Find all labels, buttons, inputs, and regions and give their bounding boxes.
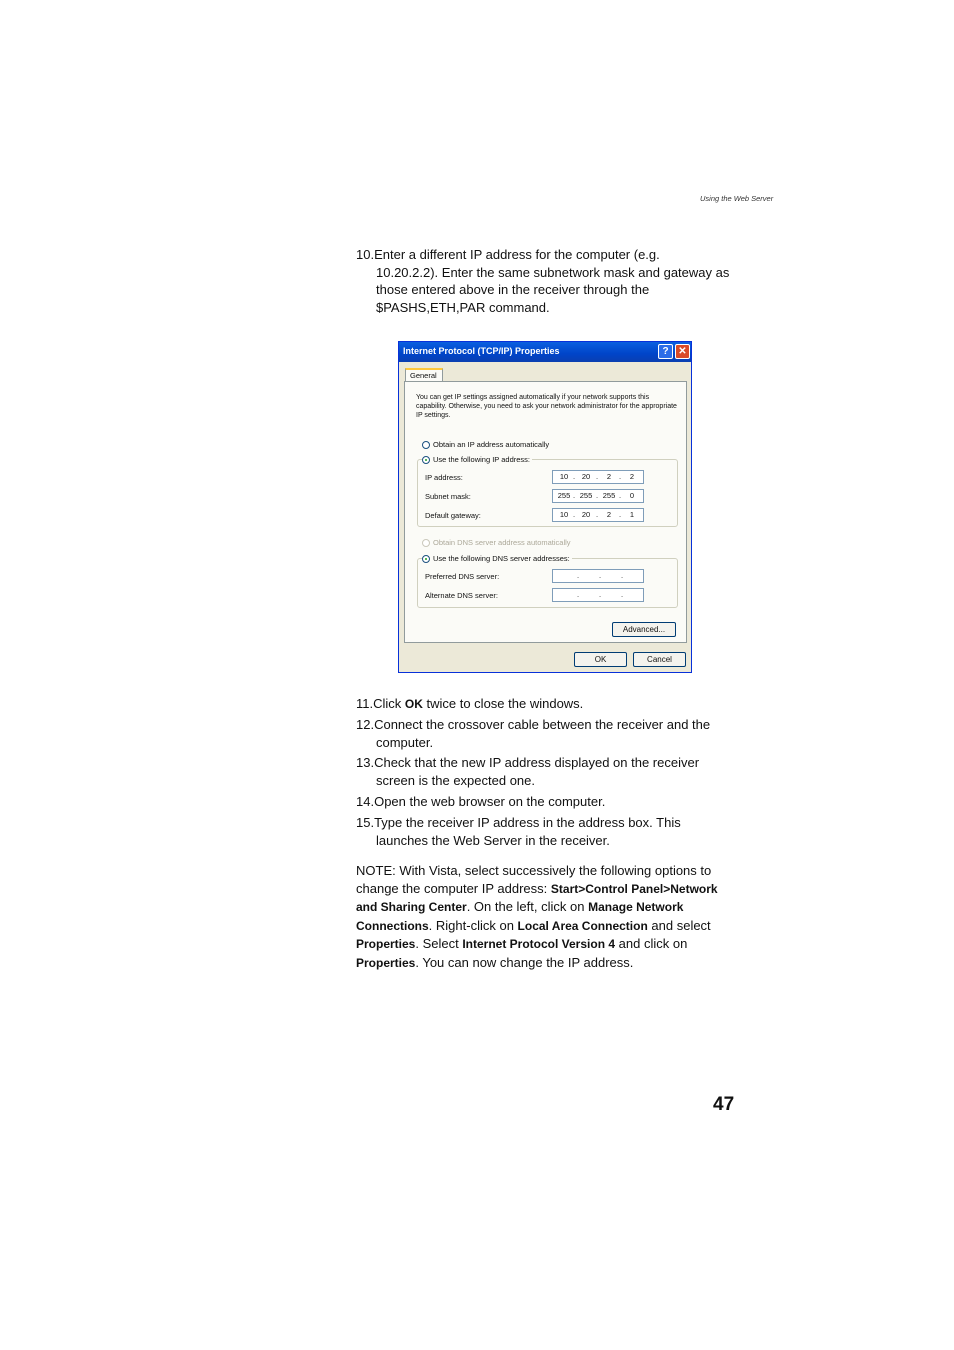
note-text: . You can now change the IP address.: [415, 954, 634, 970]
title-bar: [399, 342, 691, 362]
step-text-cont: 10.20.2.2). Enter the same subnetwork mask and gateway as those entered above in the receiver through the $PASHS,ETH,PAR command.: [376, 264, 730, 315]
step-text: Connect the crossover cable between the receiver and the: [374, 717, 711, 732]
step-text: Enter a different IP address for the computer (e.g.: [374, 247, 660, 262]
settings-description: You can get IP settings assigned automatically if your network supports this capability. Otherwise, you need to ask your network administrator for the appropriate IP settings.: [416, 394, 677, 420]
step-text-cont: launches the Web Server in the receiver.: [376, 832, 610, 848]
octet: 2: [606, 510, 612, 519]
step-text: Check that the new IP address displayed on the receiver: [374, 755, 700, 770]
octet: 20: [581, 472, 591, 481]
running-header: Using the Web Server: [700, 194, 774, 203]
step-13: [356, 754, 740, 789]
radio-label: Use the following DNS server addresses:: [433, 554, 570, 563]
step-text: twice to close the windows.: [422, 696, 584, 711]
octet: 255: [579, 491, 593, 500]
note-text: . Right-click on: [428, 917, 518, 933]
octet: 2: [629, 472, 635, 481]
step-number: 15.: [356, 815, 375, 830]
tcpip-properties-dialog: [398, 341, 692, 673]
octet: 0: [629, 491, 635, 500]
page-number: 47: [713, 1094, 735, 1115]
help-icon[interactable]: ?: [658, 344, 673, 359]
radio-use-ip[interactable]: [422, 455, 532, 464]
cancel-button[interactable]: Cancel: [633, 652, 686, 667]
note-bold: Properties: [356, 955, 416, 970]
radio-obtain-ip[interactable]: [422, 440, 549, 449]
note-bold: Properties: [356, 937, 416, 952]
radio-icon: [422, 456, 430, 464]
ip-address-field[interactable]: 10 . 20 . 2 . 2: [552, 470, 644, 484]
step-number: 10.: [356, 247, 375, 262]
note-text: NOTE: With Vista, select successively the following options to change the computer IP address:: [356, 863, 712, 896]
octet: 255: [557, 491, 571, 500]
close-icon[interactable]: ✕: [675, 344, 690, 359]
step-number: 14.: [356, 794, 375, 809]
radio-use-dns[interactable]: [422, 554, 572, 563]
octet: 10: [559, 510, 569, 519]
radio-icon: [422, 539, 430, 547]
tab-general[interactable]: General: [405, 368, 443, 382]
subnet-mask-field[interactable]: 255 . 255 . 255 . 0: [552, 489, 644, 503]
step-text: Type the receiver IP address in the address box. This: [374, 815, 681, 830]
step-12: [356, 716, 740, 751]
note-bold: Manage Network Connections: [356, 900, 684, 933]
note-text: . On the left, click on: [466, 899, 589, 915]
step-14: [356, 793, 740, 811]
subnet-mask-label: Subnet mask:: [425, 492, 471, 501]
ok-button[interactable]: OK: [574, 652, 627, 667]
radio-icon: [422, 441, 430, 449]
note-text: and select: [647, 917, 711, 933]
step-11: [356, 695, 740, 714]
note-bold: Start>Control Panel>Network and Sharing Center: [356, 881, 718, 915]
step-bold: OK: [404, 697, 423, 711]
radio-label: Use the following IP address:: [433, 455, 530, 464]
radio-obtain-dns[interactable]: [422, 538, 571, 547]
ip-address-label: IP address:: [425, 473, 463, 482]
octet: 255: [602, 491, 616, 500]
radio-icon: [422, 555, 430, 563]
default-gateway-label: Default gateway:: [425, 511, 481, 520]
step-number: 13.: [356, 755, 375, 770]
octet: 10: [559, 472, 569, 481]
step-text: Open the web browser on the computer.: [374, 794, 606, 809]
radio-label: Obtain an IP address automatically: [433, 440, 550, 449]
step-10: [356, 246, 740, 316]
default-gateway-field[interactable]: 10 . 20 . 2 . 1: [552, 508, 644, 522]
alternate-dns-field[interactable]: . . .: [552, 588, 644, 602]
step-text-cont: screen is the expected one.: [376, 772, 535, 788]
vista-note: [356, 862, 740, 973]
octet: 2: [606, 472, 612, 481]
step-15: [356, 814, 740, 849]
step-number: 11.: [356, 696, 374, 711]
general-panel: [404, 381, 687, 643]
note-text: . Select: [415, 936, 463, 952]
step-number: 12.: [356, 717, 375, 732]
note-bold: Local Area Connection: [517, 918, 648, 933]
advanced-button[interactable]: Advanced...: [612, 622, 676, 637]
preferred-dns-field[interactable]: . . .: [552, 569, 644, 583]
note-text: and click on: [615, 936, 688, 952]
alternate-dns-label: Alternate DNS server:: [425, 591, 498, 600]
preferred-dns-label: Preferred DNS server:: [425, 572, 500, 581]
dialog-title: Internet Protocol (TCP/IP) Properties: [403, 346, 560, 356]
octet: 20: [581, 510, 591, 519]
radio-label: Obtain DNS server address automatically: [433, 538, 571, 547]
note-bold: Internet Protocol Version 4: [462, 937, 616, 952]
octet: 1: [629, 510, 635, 519]
step-text: Click: [373, 696, 405, 711]
step-text-cont: computer.: [376, 734, 434, 750]
